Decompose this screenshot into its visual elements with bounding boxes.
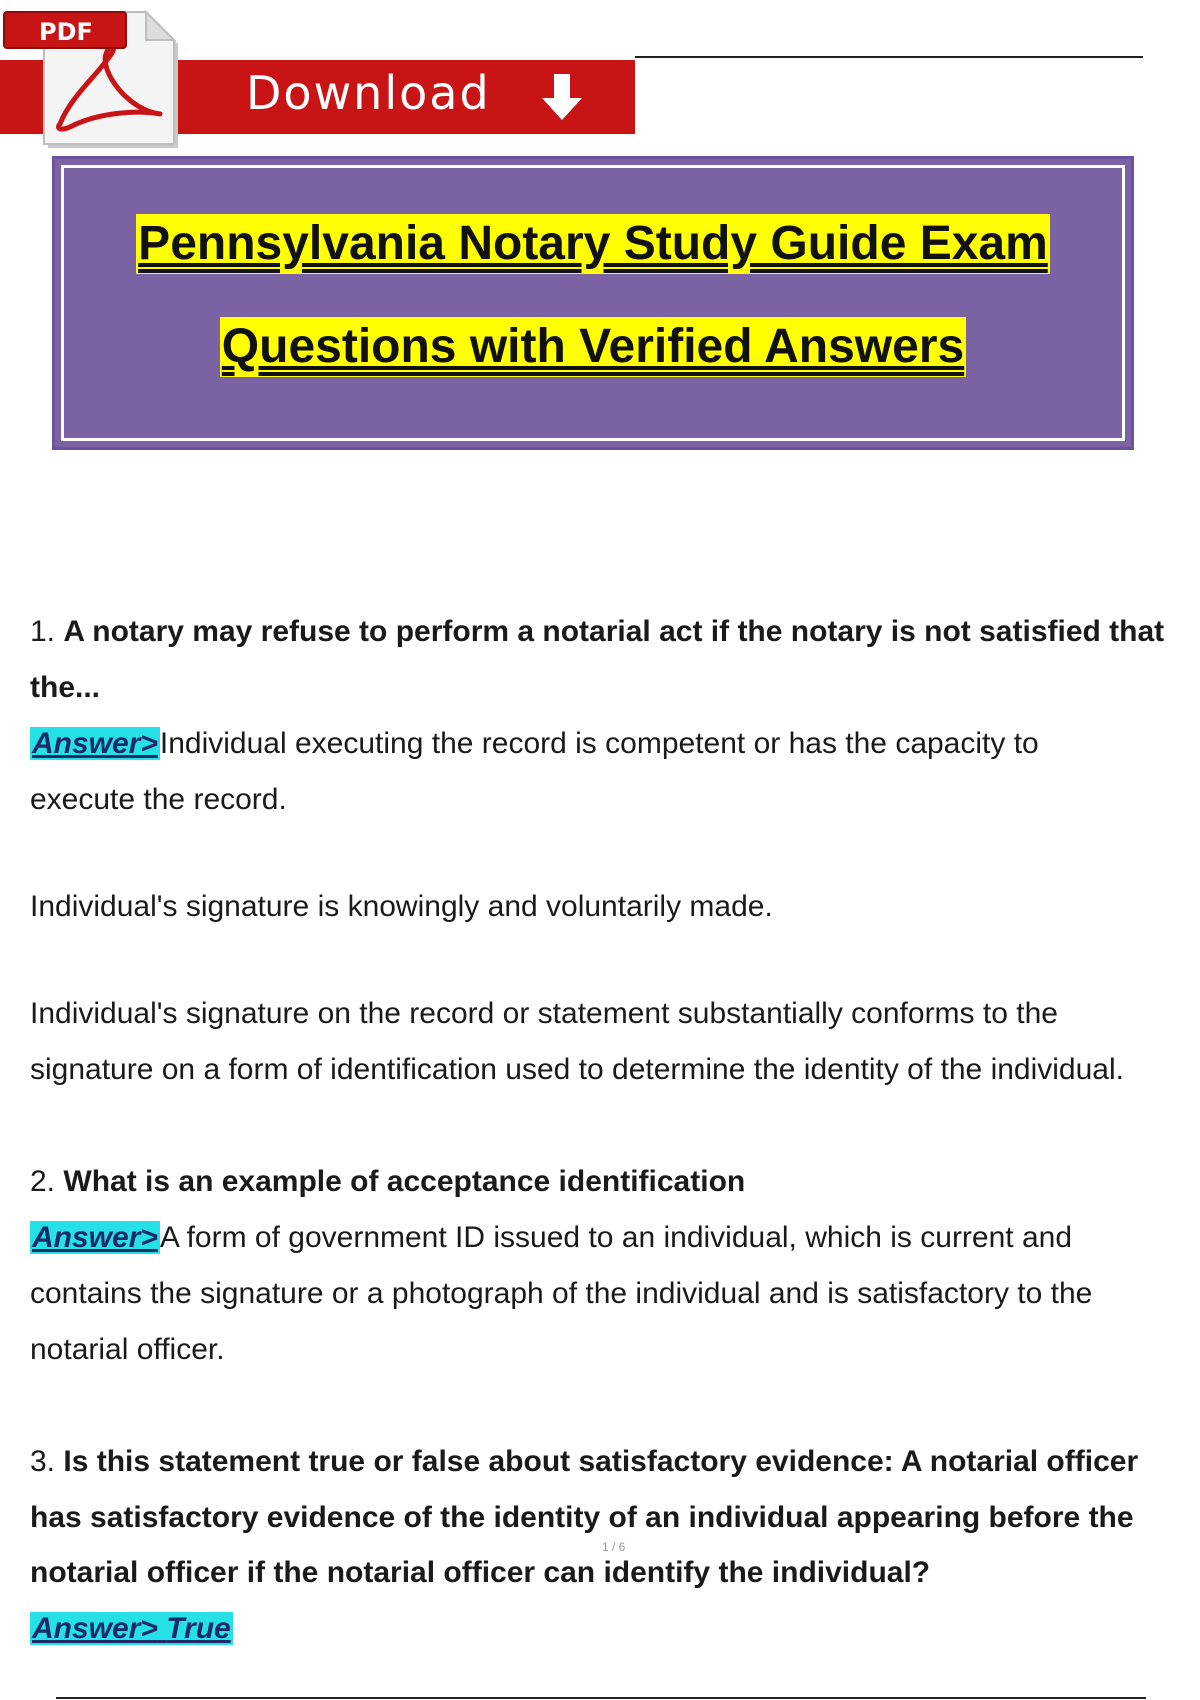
question-3-cont: has satisfactory evidence of the identity of an individual appearing before the: [30, 1501, 1134, 1534]
answer-value: True: [166, 1612, 231, 1645]
question-1: [30, 604, 1164, 660]
answer-2-line: contains the signature or a photograph of the individual and is satisfactory to the: [30, 1277, 1093, 1310]
question-number: 2.: [30, 1165, 56, 1198]
question-2: [30, 1154, 745, 1210]
answer-text: A form of government ID issued to an individual, which is current and: [159, 1221, 1073, 1254]
answer-tag: Answer>: [32, 1221, 158, 1254]
answer-1: [30, 716, 1039, 772]
answer-tag: Answer>: [32, 727, 158, 760]
download-arrow-icon[interactable]: [538, 72, 586, 122]
title-box-frame: [61, 165, 1125, 441]
document-title-line-2: Questions with Verified Answers: [220, 317, 966, 377]
question-3-cont: notarial officer if the notarial officer can identify the individual?: [30, 1556, 931, 1589]
header-rule: [635, 56, 1143, 58]
question-text: A notary may refuse to perform a notarial act if the notary is not satisfied that: [63, 615, 1165, 648]
question-text: Is this statement true or false about satisfactory evidence: A notarial officer: [63, 1445, 1139, 1478]
answer-1-line: signature on a form of identification used to determine the identity of the individual.: [30, 1053, 1124, 1086]
question-number: 3.: [30, 1445, 56, 1478]
question-number: 1.: [30, 615, 56, 648]
answer-text: Individual executing the record is competent or has the capacity to: [159, 727, 1039, 760]
answer-2: [30, 1210, 1072, 1266]
answer-1-line: Individual's signature is knowingly and voluntarily made.: [30, 890, 773, 923]
page-number: 1 / 6: [602, 1540, 626, 1554]
question-text: What is an example of acceptance identification: [63, 1165, 746, 1198]
footer-rule: [56, 1697, 1146, 1699]
question-3: [30, 1434, 1138, 1490]
question-1-cont: the...: [30, 671, 101, 704]
answer-2-line: notarial officer.: [30, 1333, 225, 1366]
answer-tag: Answer> True: [32, 1612, 231, 1645]
pdf-badge-label: PDF: [39, 18, 93, 46]
pdf-file-icon[interactable]: [0, 6, 182, 148]
answer-3: [30, 1601, 233, 1657]
answer-1-line: execute the record.: [30, 783, 287, 816]
download-label[interactable]: Download: [246, 66, 491, 120]
document-title-line-1: Pennsylvania Notary Study Guide Exam: [136, 214, 1050, 274]
answer-1-line: Individual's signature on the record or statement substantially conforms to the: [30, 997, 1058, 1030]
title-box: [52, 156, 1134, 450]
